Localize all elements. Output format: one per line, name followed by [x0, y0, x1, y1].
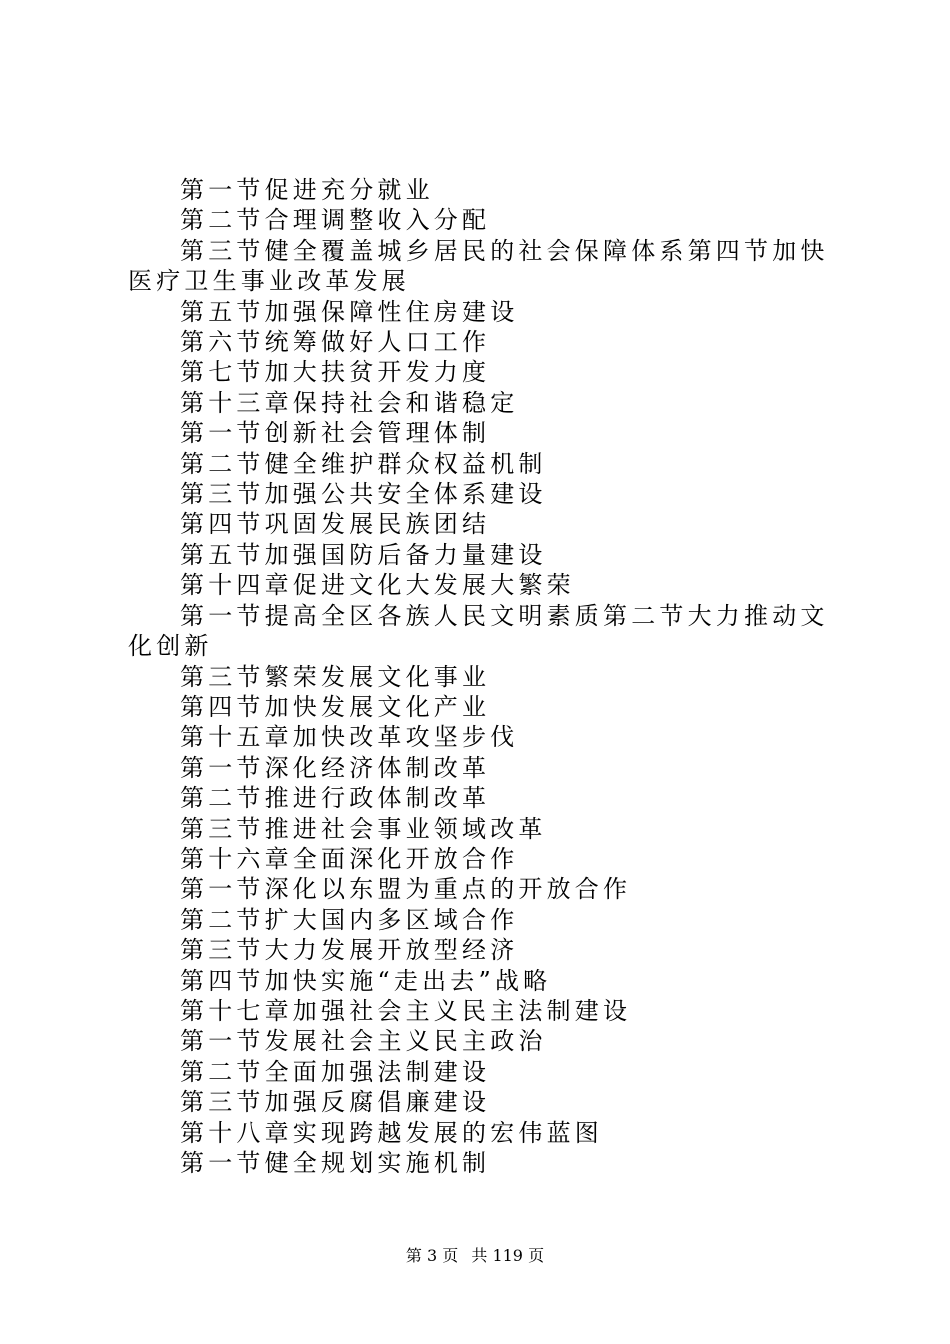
outline-line: 第五节加强保障性住房建设	[180, 297, 519, 326]
outline-line: 第四节巩固发展民族团结	[180, 510, 491, 539]
outline-line: 第二节扩大国内多区域合作	[180, 905, 519, 934]
outline-line: 第一节健全规划实施机制	[180, 1149, 491, 1177]
outline-line: 第七节加大扶贫开发力度	[180, 358, 491, 387]
outline-line: 第十六章全面深化开放合作	[180, 844, 519, 873]
outline-line: 第三节大力发展开放型经济	[180, 936, 519, 965]
outline-line: 第十七章加强社会主义民主法制建设	[180, 996, 632, 1025]
outline-line: 第一节促进充分就业	[180, 176, 434, 204]
outline-line: 第三节健全覆盖城乡居民的社会保障体系第四节加快医疗卫生事业改革发展	[128, 236, 829, 296]
outline-line: 第十四章促进文化大发展大繁荣	[180, 571, 575, 600]
page-total: 共 119 页	[471, 1246, 545, 1265]
outline-line: 第一节发展社会主义民主政治	[180, 1027, 547, 1056]
outline-line: 第五节加强国防后备力量建设	[180, 540, 547, 569]
outline-line: 第六节统筹做好人口工作	[180, 328, 491, 357]
outline-line: 第四节加快实施“走出去”战略	[180, 966, 552, 995]
outline-line: 第三节加强公共安全体系建设	[180, 480, 547, 509]
outline-line: 第一节深化经济体制改革	[180, 753, 491, 782]
outline-line: 第十五章加快改革攻坚步伐	[180, 723, 519, 752]
outline-line: 第二节推进行政体制改革	[180, 784, 491, 813]
outline-line: 第二节合理调整收入分配	[180, 206, 491, 235]
page-number: 第 3 页	[405, 1246, 459, 1265]
outline-line: 第四节加快发展文化产业	[180, 692, 491, 721]
outline-line: 第二节全面加强法制建设	[180, 1057, 491, 1086]
outline-line: 第三节繁荣发展文化事业	[180, 662, 491, 691]
outline-line: 第一节创新社会管理体制	[180, 419, 491, 448]
outline-line: 第十三章保持社会和谐稳定	[180, 388, 519, 417]
outline-line: 第三节加强反腐倡廉建设	[180, 1088, 491, 1117]
outline-line: 第一节深化以东盟为重点的开放合作	[180, 875, 632, 904]
page-footer	[0, 1243, 950, 1266]
outline-line: 第十八章实现跨越发展的宏伟蓝图	[180, 1118, 603, 1147]
outline-line: 第一节提高全区各族人民文明素质第二节大力推动文化创新	[128, 601, 829, 661]
outline-line: 第二节健全维护群众权益机制	[180, 449, 547, 478]
document-body	[128, 175, 833, 1178]
outline-line: 第三节推进社会事业领域改革	[180, 814, 547, 843]
